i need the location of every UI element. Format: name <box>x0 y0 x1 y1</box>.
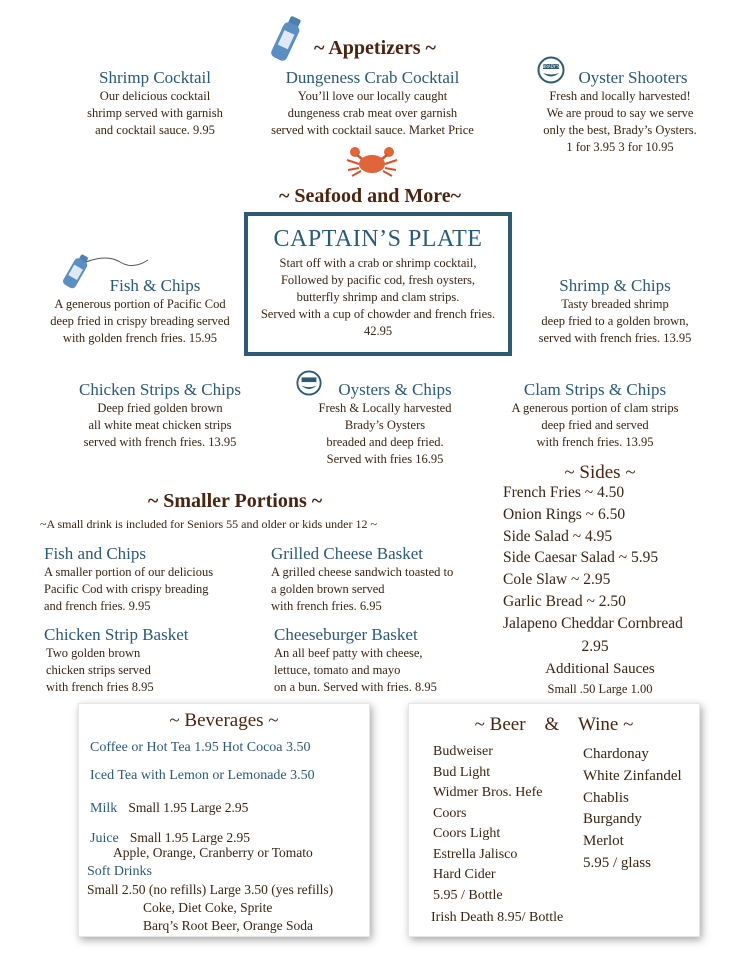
milk-prices: Small 1.95 Large 2.95 <box>128 800 249 815</box>
chicken-basket-item <box>44 625 188 696</box>
crab-cocktail-item <box>250 68 495 139</box>
beer-item: Widmer Bros. Hefe <box>433 785 543 800</box>
milk-label: Milk <box>90 801 118 816</box>
oyster-shooters-item <box>520 68 720 156</box>
clam-strips-item <box>495 380 695 451</box>
side-item: Jalapeno Cheddar Cornbread <box>503 614 683 632</box>
sauces-title: Additional Sauces <box>545 661 655 677</box>
sauces-price: Small .50 Large 1.00 <box>547 682 653 696</box>
soft-drinks-list-2: Barq’s Root Beer, Orange Soda <box>143 918 314 933</box>
beer-item: Coors Light <box>433 826 501 841</box>
beer-item: Bud Light <box>433 764 491 780</box>
beer-wine-header: ~ Beer & Wine ~ <box>474 714 634 735</box>
iced-tea-line: Iced Tea with Lemon or Lemonade 3.50 <box>90 768 315 783</box>
beer-special: Irish Death 8.95/ Bottle <box>431 910 564 925</box>
small-fish-chips-title: Fish and Chips <box>44 544 147 563</box>
small-fish-chips-desc: A smaller portion of our delicious Pacific Cod with crispy breading and french fries. 9.95 <box>44 565 214 613</box>
fish-chips-item <box>30 276 250 347</box>
milk-line <box>90 797 248 817</box>
wine-price: 5.95 / glass <box>583 854 651 871</box>
grilled-cheese-desc: A grilled cheese sandwich toasted to a golden brown served with french fries. 6.95 <box>271 565 454 613</box>
cheeseburger-item <box>274 625 437 696</box>
sides-header: ~ Sides ~ <box>564 462 636 483</box>
fish-chips-title: Fish & Chips <box>109 276 201 295</box>
smaller-portions-header: ~ Smaller Portions ~ <box>147 490 323 512</box>
smaller-portions-note: ~A small drink is included for Seniors 55 and older or kids under 12 ~ <box>40 517 377 531</box>
captains-plate-desc: Start off with a crab or shrimp cocktail, Followed by pacific cod, fresh oysters, butterfly shrimp and clam strips. Served with a cup of chowder and french fries. 42.95 <box>260 256 496 338</box>
clam-strips-desc: A generous portion of clam strips deep fried and served with french fries. 13.95 <box>511 401 679 449</box>
shrimp-cocktail-item <box>50 68 260 139</box>
seafood-header: ~ Seafood and More~ <box>278 185 462 207</box>
captains-plate-box <box>244 212 512 356</box>
soft-drinks-prices: Small 2.50 (no refills) Large 3.50 (yes refills) <box>87 882 334 897</box>
chicken-strips-item <box>50 380 270 451</box>
captains-plate-title: CAPTAIN’S PLATE <box>273 226 483 252</box>
beer-price: 5.95 / Bottle <box>433 887 503 903</box>
cheeseburger-title: Cheeseburger Basket <box>274 625 418 644</box>
side-item: Cole Slaw ~ 2.95 <box>503 571 611 589</box>
coffee-line: Coffee or Hot Tea 1.95 Hot Cocoa 3.50 <box>90 740 311 755</box>
chicken-basket-desc: Two golden brown chicken strips served with french fries 8.95 <box>46 646 154 694</box>
chicken-strips-desc: Deep fried golden brown all white meat chicken strips served with french fries. 13.95 <box>83 401 237 449</box>
beer-item: Coors <box>433 805 467 821</box>
chicken-basket-title: Chicken Strip Basket <box>44 625 189 644</box>
wine-item: Chardonay <box>583 746 649 762</box>
clam-strips-title: Clam Strips & Chips <box>523 380 667 399</box>
beer-item: Estrella Jalisco <box>433 846 518 862</box>
shrimp-chips-title: Shrimp & Chips <box>559 276 671 295</box>
shrimp-cocktail-desc: Our delicious cocktail shrimp served with garnish and cocktail sauce. 9.95 <box>87 89 223 137</box>
grilled-cheese-item <box>271 544 453 615</box>
beverages-card <box>78 703 370 937</box>
oyster-shooters-title: Oyster Shooters <box>578 68 688 87</box>
wine-item: Merlot <box>583 833 624 850</box>
side-item: Side Salad ~ 4.95 <box>503 527 613 545</box>
wine-item: White Zinfandel <box>583 767 682 784</box>
side-item: Onion Rings ~ 6.50 <box>503 505 626 523</box>
juice-label: Juice <box>90 831 119 846</box>
shrimp-cocktail-title: Shrimp Cocktail <box>99 68 211 87</box>
beverages-header: ~ Beverages ~ <box>169 710 279 731</box>
cornbread-price: 2.95 <box>581 638 609 655</box>
crab-icon <box>344 144 400 178</box>
sides-list <box>503 482 683 635</box>
wine-item: Burgandy <box>583 811 642 828</box>
side-item: Side Caesar Salad ~ 5.95 <box>503 549 659 567</box>
side-item: Garlic Bread ~ 2.50 <box>503 592 626 610</box>
wine-item: Chablis <box>583 789 629 806</box>
small-fish-chips-item <box>44 544 213 615</box>
juice-line <box>90 827 250 847</box>
soft-drinks-title: Soft Drinks <box>87 864 152 879</box>
juice-flavors: Apple, Orange, Cranberry or Tomato <box>113 845 313 860</box>
shrimp-chips-item <box>510 276 720 347</box>
beer-list <box>433 742 542 906</box>
beer-item: Budweiser <box>433 744 493 759</box>
juice-prices: Small 1.95 Large 2.95 <box>129 830 250 845</box>
appetizers-header: ~ Appetizers ~ <box>314 37 436 59</box>
oyster-shooters-desc: Fresh and locally harvested! We are proud to say we serve only the best, Brady’s Oysters. 1 for 3.95 3 for 10.95 <box>543 89 697 154</box>
oysters-chips-desc: Fresh & Locally harvested Brady’s Oysters breaded and deep fried. Served with fries 16.95 <box>318 401 452 466</box>
shrimp-chips-desc: Tasty breaded shrimp deep fried to a golden brown, served with french fries. 13.95 <box>538 297 692 345</box>
beer-item: Hard Cider <box>433 867 496 882</box>
bradys-logo-text: BRADY'S <box>542 64 560 70</box>
side-item: French Fries ~ 4.50 <box>503 484 625 501</box>
wine-list <box>583 744 682 875</box>
oysters-chips-item <box>290 380 480 468</box>
soft-drinks-list-1: Coke, Diet Coke, Sprite <box>143 900 273 915</box>
cheeseburger-desc: An all beef patty with cheese, lettuce, tomato and mayo on a bun. Served with fries. 8.95 <box>274 646 437 694</box>
oysters-chips-title: Oysters & Chips <box>338 380 452 399</box>
fish-chips-desc: A generous portion of Pacific Cod deep fried in crispy breading served with golden french fries. 15.95 <box>50 297 230 345</box>
crab-cocktail-desc: You’ll love our locally caught dungeness crab meat over garnish served with cocktail sauce. Market Price <box>271 89 474 137</box>
crab-cocktail-title: Dungeness Crab Cocktail <box>285 68 460 87</box>
chicken-strips-title: Chicken Strips & Chips <box>79 380 241 399</box>
grilled-cheese-title: Grilled Cheese Basket <box>271 544 424 563</box>
beer-wine-card <box>408 703 700 937</box>
